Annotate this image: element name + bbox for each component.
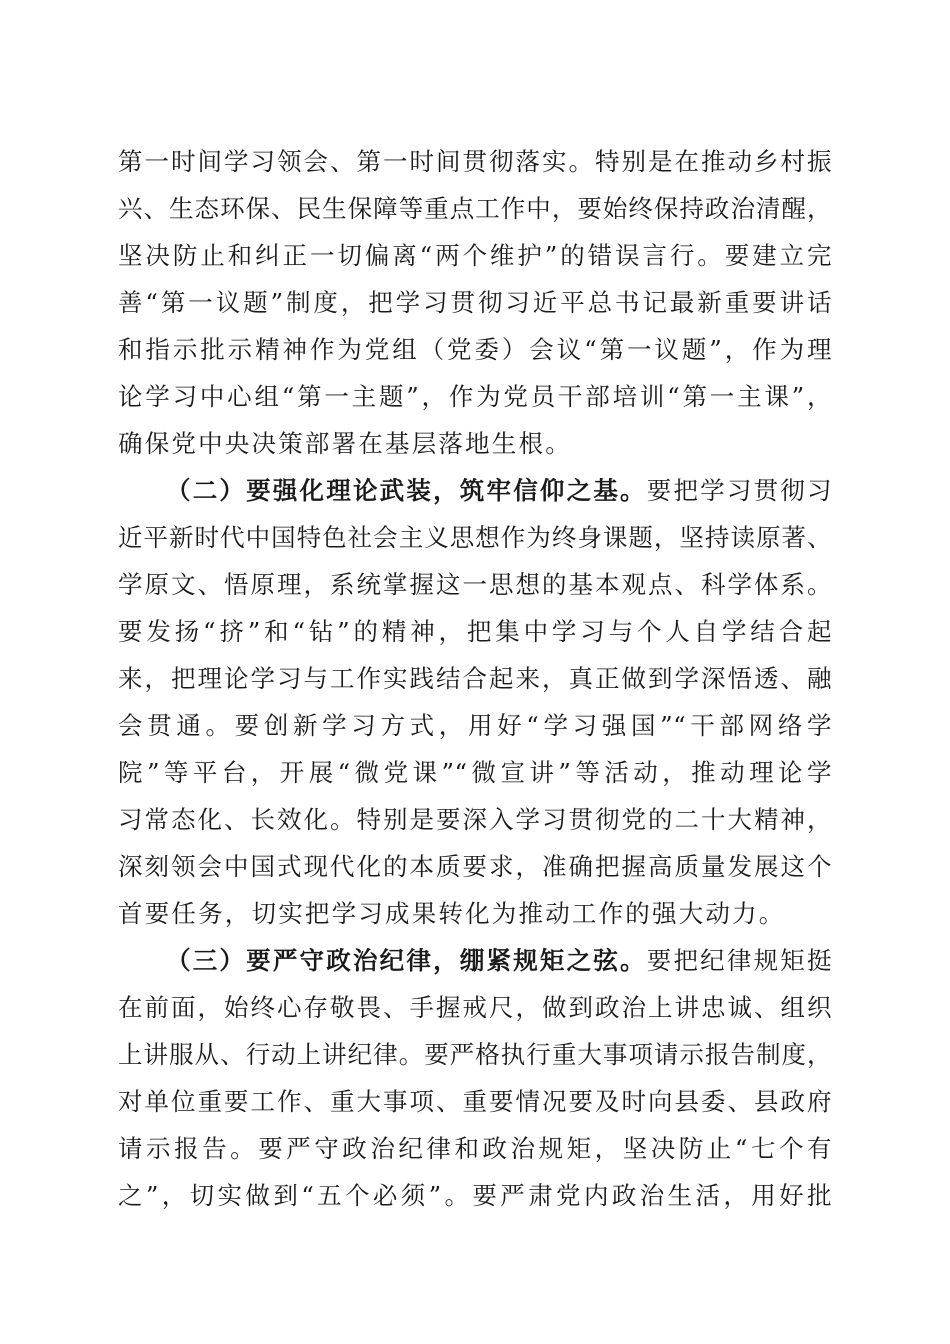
body-text-line: 和指示批示精神作为党组（党委）会议“第一议题”，作为理 xyxy=(118,335,832,364)
body-text-line: 来，把理论学习与工作实践结合起来，真正做到学深悟透、融 xyxy=(118,664,832,693)
body-text-line: 论学习中心组“第一主题”，作为党员干部培训“第一主课”， xyxy=(118,382,832,411)
paragraph-first-line xyxy=(166,472,832,510)
section-heading: （二）要强化理论武装，筑牢信仰之基。 xyxy=(166,476,647,505)
section-heading: （三）要严守政治纪律，绷紧规矩之弦。 xyxy=(166,946,647,975)
body-text-line: 近平新时代中国特色社会主义思想作为终身课题，坚持读原著、 xyxy=(118,523,832,552)
body-text-line: 之”，切实做到“五个必须”。要严肃党内政治生活，用好批 xyxy=(118,1181,832,1210)
body-text-line: 在前面，始终心存敬畏、手握戒尺，做到政治上讲忠诚、组织 xyxy=(118,993,832,1022)
body-text-line: 会贯通。要创新学习方式，用好“学习强国”“干部网络学 xyxy=(118,711,832,740)
body-text-line: 首要任务，切实把学习成果转化为推动工作的强大动力。 xyxy=(118,899,786,928)
paragraph-first-line xyxy=(166,942,832,980)
body-text: 要把纪律规矩挺 xyxy=(646,946,832,975)
body-text-line: 院”等平台，开展“微党课”“微宣讲”等活动，推动理论学 xyxy=(118,758,832,787)
body-text-line: 请示报告。要严守政治纪律和政治规矩，坚决防止“七个有 xyxy=(118,1134,832,1163)
body-text-line: 善“第一议题”制度，把学习贯彻习近平总书记最新重要讲话 xyxy=(118,288,832,317)
body-text-line: 第一时间学习领会、第一时间贯彻落实。特别是在推动乡村振 xyxy=(118,147,832,176)
body-text-line: 兴、生态环保、民生保障等重点工作中，要始终保持政治清醒， xyxy=(118,194,832,223)
body-text-line: 上讲服从、行动上讲纪律。要严格执行重大事项请示报告制度， xyxy=(118,1040,832,1069)
body-text-line: 确保党中央决策部署在基层落地生根。 xyxy=(118,429,572,458)
body-text-line: 对单位重要工作、重大事项、重要情况要及时向县委、县政府 xyxy=(118,1087,832,1116)
body-text-line: 坚决防止和纠正一切偏离“两个维护”的错误言行。要建立完 xyxy=(118,241,832,270)
body-text-line: 要发扬“挤”和“钻”的精神，把集中学习与个人自学结合起 xyxy=(118,617,832,646)
body-text-line: 习常态化、长效化。特别是要深入学习贯彻党的二十大精神， xyxy=(118,805,832,834)
body-text: 要把学习贯彻习 xyxy=(646,476,832,505)
body-text-line: 深刻领会中国式现代化的本质要求，准确把握高质量发展这个 xyxy=(118,852,832,881)
body-text-line: 学原文、悟原理，系统掌握这一思想的基本观点、科学体系。 xyxy=(118,570,832,599)
